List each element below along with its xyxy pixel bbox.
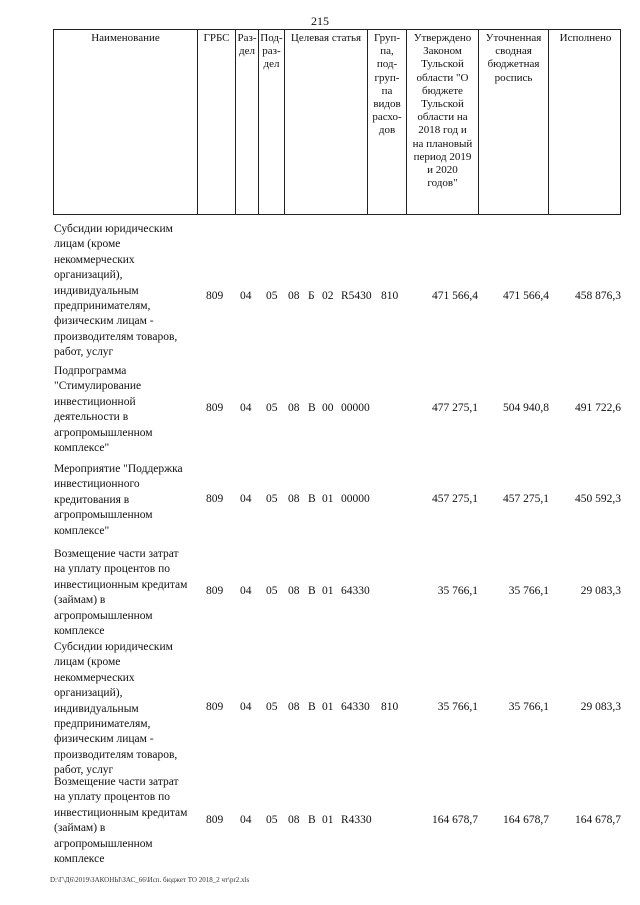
row-podrazdel: 05 [266,814,278,826]
row-refined: 504 940,8 [503,402,549,414]
row-razdel: 04 [240,701,252,713]
row-refined: 457 275,1 [503,493,549,505]
row-cs-direction: 00000 [341,402,370,414]
row-cs-direction: 64330 [341,585,370,597]
header-utverzhdeno: Утверждено Законом Тульской области "О бюджете Тульской области на 2018 год и на плановый период 2019 и 2020 годов" [407,30,479,214]
row-approved: 471 566,4 [432,290,478,302]
row-cs-direction: 00000 [341,493,370,505]
row-grbs: 809 [206,290,224,302]
row-name: Подпрограмма "Стимулирование инвестиционной деятельности в агропромышленном комплексе" [54,365,153,455]
table-row [0,222,640,362]
header-utochnennaya: Уточненная сводная бюджетная роспись [479,30,549,214]
row-cs-program: 08 [288,290,300,302]
row-executed: 29 083,3 [580,701,621,713]
row-executed: 491 722,6 [575,402,621,414]
header-celevaya-statya: Целевая статья [285,30,368,214]
header-podrazdel: Под- раз- дел [259,30,285,214]
row-podrazdel: 05 [266,701,278,713]
row-refined: 164 678,7 [503,814,549,826]
row-cs-subprogram: В [308,701,316,713]
row-approved: 35 766,1 [437,585,478,597]
row-cs-program: 08 [288,402,300,414]
row-refined: 471 566,4 [503,290,549,302]
table-row [0,640,640,780]
row-razdel: 04 [240,290,252,302]
row-cs-program: 08 [288,585,300,597]
row-grbs: 809 [206,402,224,414]
row-name: Субсидии юридическим лицам (кроме некоммерческих организаций), индивидуальным предпринимателям, физическим лицам - производителям товаров, работ, услуг [54,223,178,359]
row-cs-subprogram: Б [308,290,315,302]
row-cs-event: 01 [322,585,334,597]
row-name: Мероприятие "Поддержка инвестиционного кредитования в агропромышленном комплексе" [54,463,183,537]
row-cs-direction: R5430 [341,290,372,302]
row-cs-event: 00 [322,402,334,414]
row-name: Возмещение части затрат на уплату процентов по инвестиционным кредитам (займам) в агропромышленном комплексе [54,776,188,866]
row-vid-rashodov: 810 [381,290,399,302]
row-razdel: 04 [240,585,252,597]
row-approved: 457 275,1 [432,493,478,505]
row-podrazdel: 05 [266,402,278,414]
row-executed: 450 592,3 [575,493,621,505]
header-razdel: Раз- дел [236,30,259,214]
row-cs-event: 01 [322,701,334,713]
table-row [0,364,640,459]
table-row [0,547,640,642]
row-cs-program: 08 [288,701,300,713]
header-gruppa-vidov: Груп- па, под- груп- па видов расхо- дов [368,30,407,214]
row-podrazdel: 05 [266,493,278,505]
row-grbs: 809 [206,701,224,713]
row-approved: 477 275,1 [432,402,478,414]
file-path-footer: D:\Г\Д6\2019\ЗАКОНЫ\ЗАС_66\Исп. бюджет ТО 2018_2 чт\pr2.xls [50,876,250,884]
header-name: Наименование [54,30,198,214]
row-razdel: 04 [240,493,252,505]
row-refined: 35 766,1 [508,701,549,713]
row-executed: 29 083,3 [580,585,621,597]
row-cs-subprogram: В [308,814,316,826]
page-number: 215 [311,14,329,28]
row-cs-subprogram: В [308,493,316,505]
header-ispolneno: Исполнено [559,32,612,44]
table-row [0,775,640,870]
table-header [53,29,621,215]
row-vid-rashodov: 810 [381,701,399,713]
row-razdel: 04 [240,402,252,414]
row-cs-program: 08 [288,493,300,505]
row-grbs: 809 [206,493,224,505]
header-grbs: ГРБС [198,30,236,214]
row-cs-program: 08 [288,814,300,826]
row-approved: 35 766,1 [437,701,478,713]
row-cs-event: 01 [322,814,334,826]
row-grbs: 809 [206,814,224,826]
row-cs-subprogram: В [308,585,316,597]
row-name: Субсидии юридическим лицам (кроме некоммерческих организаций), индивидуальным предпринимателям, физическим лицам - производителям товаров, работ, услуг [54,641,178,777]
row-name: Возмещение части затрат на уплату процентов по инвестиционным кредитам (займам) в агропромышленном комплексе [54,548,188,638]
row-cs-event: 02 [322,290,334,302]
row-grbs: 809 [206,585,224,597]
row-cs-direction: 64330 [341,701,370,713]
table-row [0,462,640,544]
row-refined: 35 766,1 [508,585,549,597]
row-podrazdel: 05 [266,290,278,302]
row-executed: 458 876,3 [575,290,621,302]
row-podrazdel: 05 [266,585,278,597]
row-cs-direction: R4330 [341,814,372,826]
row-cs-subprogram: В [308,402,316,414]
row-approved: 164 678,7 [432,814,478,826]
row-executed: 164 678,7 [575,814,621,826]
row-cs-event: 01 [322,493,334,505]
row-razdel: 04 [240,814,252,826]
